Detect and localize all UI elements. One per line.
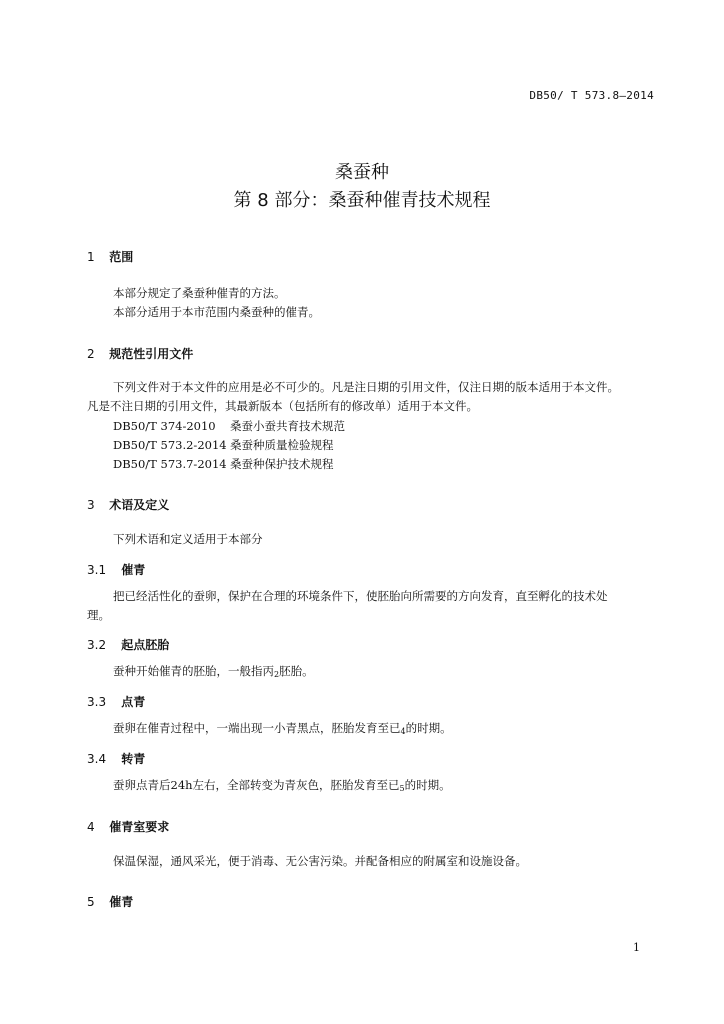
reference-row [113,456,334,472]
document-title-main: 桑蚕种 [335,162,389,183]
section-number: 3 [87,498,95,512]
reference-name: 桑蚕种质量检验规程 [230,438,334,452]
standard-code: DB50/ T 573.8—2014 [529,89,654,102]
section-2-heading [87,345,193,362]
section-title: 术语及定义 [109,498,170,512]
section-title: 催青 [109,895,134,909]
references-paragraph-line-1: 下列文件对于本文件的应用是必不可少的。凡是注日期的引用文件，仅注日期的版本适用于本文件。 [113,380,619,394]
reference-name: 桑蚕小蚕共育技术规范 [230,419,345,433]
term-definition-line-1: 把已经活性化的蚕卵，保护在合理的环境条件下，使胚胎向所需要的方向发育，直至孵化的技术处 [113,589,608,603]
section-3-heading [87,496,169,513]
term-definition-line-2: 理。 [87,608,110,622]
scope-paragraph-1: 本部分规定了桑蚕种催青的方法。 [113,286,286,300]
section-title: 催青室要求 [109,820,170,834]
section-number: 3.3 [87,695,107,709]
term-definition: 蚕卵在催青过程中，一端出现一小青黑点，胚胎发育至已$_4$的时期。 [113,721,452,736]
section-title: 点青 [121,695,146,709]
reference-name: 桑蚕种保护技术规程 [230,457,334,471]
reference-code: DB50/T 374-2010 [113,419,216,433]
section-3-1-heading [87,561,145,578]
section-number: 1 [87,250,95,264]
reference-row [113,418,345,434]
reference-row [113,437,334,453]
page-number: 1 [633,941,640,954]
section-title: 催青 [121,563,146,577]
section-number: 2 [87,347,95,361]
section-number: 3.2 [87,638,107,652]
section-3-4-heading [87,750,145,767]
term-definition: 蚕卵点青后24h左右，全部转变为青灰色，胚胎发育至已$_5$的时期。 [113,778,451,793]
section-title: 规范性引用文件 [109,347,194,361]
scope-paragraph-2: 本部分适用于本市范围内桑蚕种的催青。 [113,305,320,319]
document-title-part: 第 8 部分：桑蚕种催青技术规程 [233,190,491,211]
section-title: 起点胚胎 [121,638,170,652]
section-title: 转青 [121,752,146,766]
section-1-heading [87,248,133,265]
term-definition: 蚕种开始催青的胚胎，一般指丙$_2$胚胎。 [113,664,314,679]
section-number: 5 [87,895,95,909]
references-paragraph-line-2: 凡是不注日期的引用文件，其最新版本（包括所有的修改单）适用于本文件。 [87,399,478,413]
reference-code: DB50/T 573.2-2014 [113,438,227,452]
section-title: 范围 [109,250,134,264]
section-number: 4 [87,820,95,834]
section-number: 3.4 [87,752,107,766]
section-number: 3.1 [87,563,107,577]
section-3-2-heading [87,636,169,653]
section-3-3-heading [87,693,145,710]
reference-code: DB50/T 573.7-2014 [113,457,227,471]
section-4-heading [87,818,169,835]
terms-intro: 下列术语和定义适用于本部分 [113,532,263,546]
section-5-heading [87,893,133,910]
room-requirements-paragraph: 保温保湿，通风采光，便于消毒、无公害污染。并配备相应的附属室和设施设备。 [113,854,527,868]
